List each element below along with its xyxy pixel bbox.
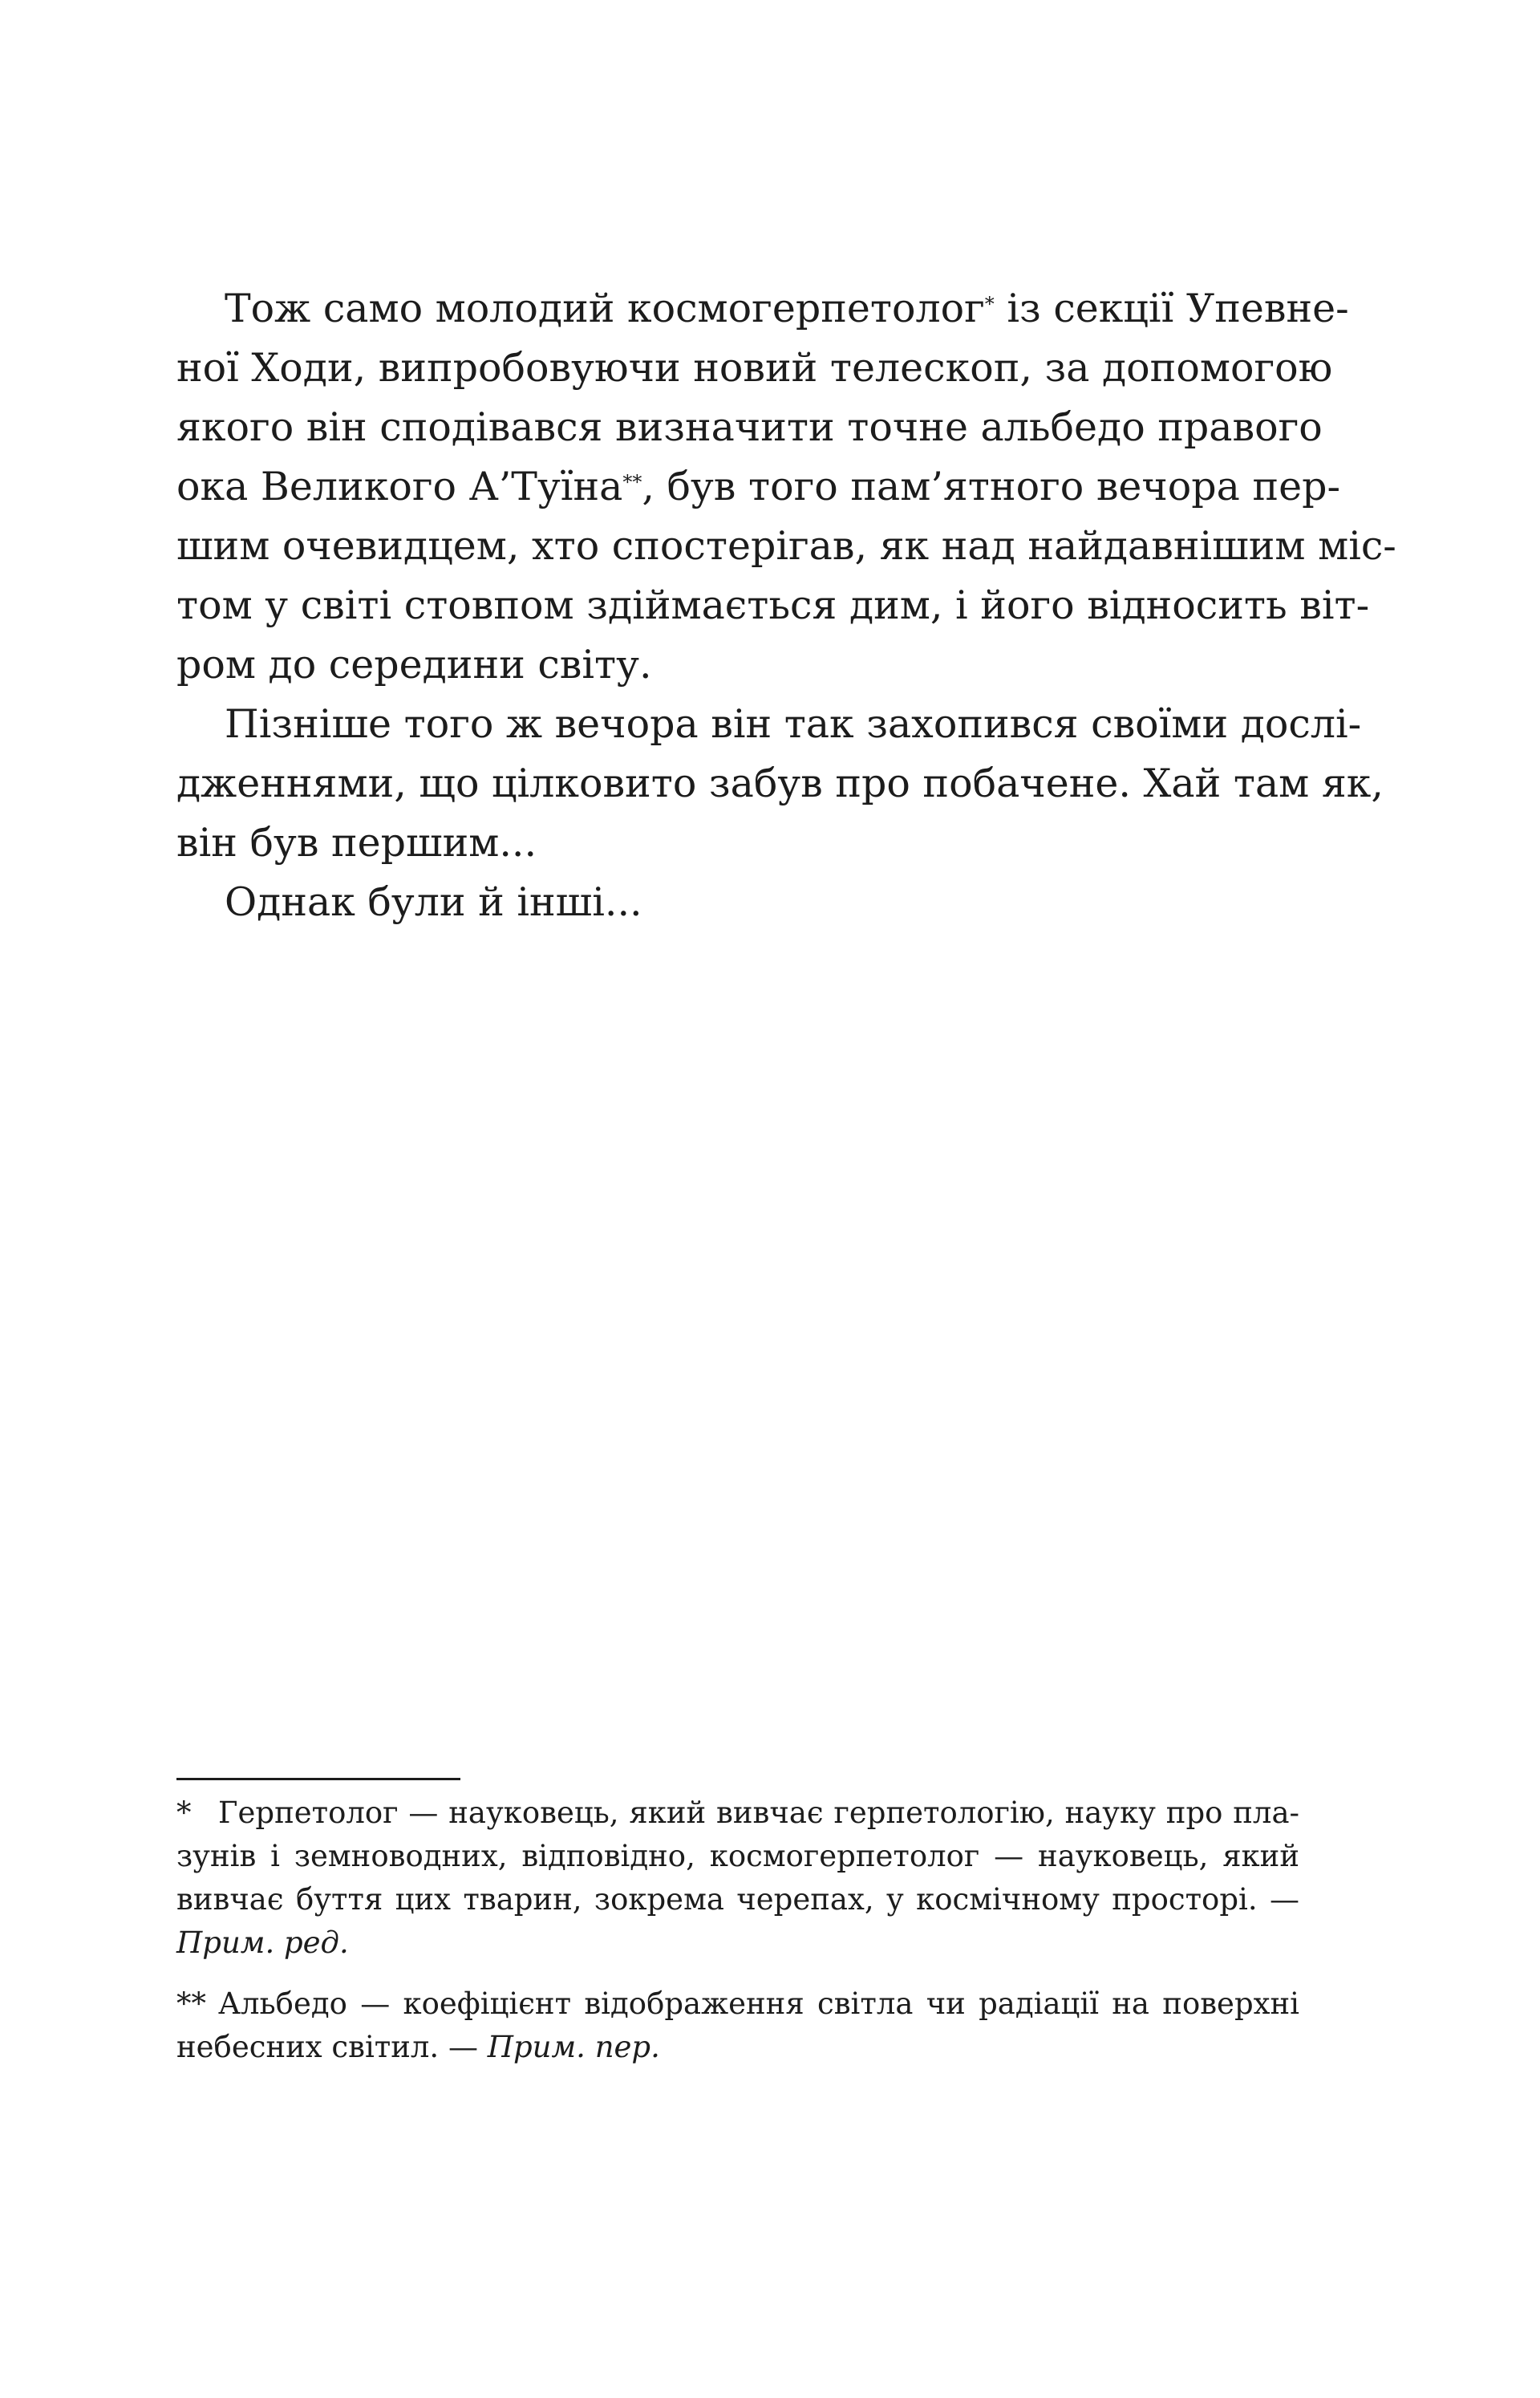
text-line: ром до середини світу.: [176, 642, 652, 688]
footnote-separator: [176, 1778, 460, 1780]
text-line: дженнями, що цілковито забув про побачене. Хай там як,: [176, 761, 1384, 806]
text-line: Пізніше того ж вечора він так захопився своїми дослі-: [225, 701, 1362, 747]
text-line: якого він сподівався визначити точне альбедо правого: [176, 404, 1323, 450]
text-line: шим очевидцем, хто спостерігав, як над найдавнішим міс-: [176, 523, 1396, 569]
footnote-line: зунів і земноводних, відповідно, космогерпетолог — науковець, який: [176, 1839, 1299, 1873]
paragraph: [176, 695, 1384, 873]
text-fragment: Альбедо — коефіцієнт відображення світла чи радіації на поверхні: [218, 1986, 1299, 2021]
footnote-line: [176, 2026, 1299, 2069]
paragraph: [176, 873, 1299, 932]
main-text: [176, 279, 1396, 932]
footnote-line: [176, 1982, 1299, 2026]
text-fragment: Тож само молодий космогерпетолог: [225, 286, 985, 331]
footnote-marker: **: [176, 1986, 206, 2021]
footnote-ref[interactable]: *: [984, 293, 995, 315]
footnote-ref[interactable]: **: [622, 471, 642, 493]
text-line: він був першим...: [176, 820, 537, 866]
text-fragment: , був того пам’ятного вечора пер-: [642, 464, 1341, 509]
text-fragment: із секції Упевне-: [994, 286, 1349, 331]
text-fragment: Герпетолог — науковець, який вивчає герпетологію, науку про пла-: [218, 1795, 1299, 1830]
footnote-line: [176, 1921, 1299, 1965]
paragraph: [176, 279, 1396, 695]
editor-note: Прим. ред.: [176, 1925, 349, 1960]
spacer: [176, 1965, 1299, 1982]
text-fragment: небесних світил. —: [176, 2030, 488, 2064]
footnote: [176, 1791, 1299, 1965]
text-line: [176, 279, 1349, 339]
footnote-line: вивчає буття цих тварин, зокрема черепах, у космічному просторі. —: [176, 1882, 1299, 1917]
text-line: том у світі стовпом здіймається дим, і його відносить віт-: [176, 582, 1370, 628]
translator-note: Прим. пер.: [487, 2030, 660, 2064]
footnote-line: [176, 1791, 1299, 1835]
text-fragment: ока Великого А’Туїна: [176, 464, 623, 509]
footnotes: [176, 1791, 1299, 2069]
footnote-marker: *: [176, 1795, 192, 1830]
text-line: [176, 457, 1341, 517]
text-line: ної Ходи, випробовуючи новий телескоп, за допомогою: [176, 345, 1333, 391]
footnote: [176, 1982, 1299, 2069]
text-line: Однак були й інші...: [225, 879, 642, 925]
